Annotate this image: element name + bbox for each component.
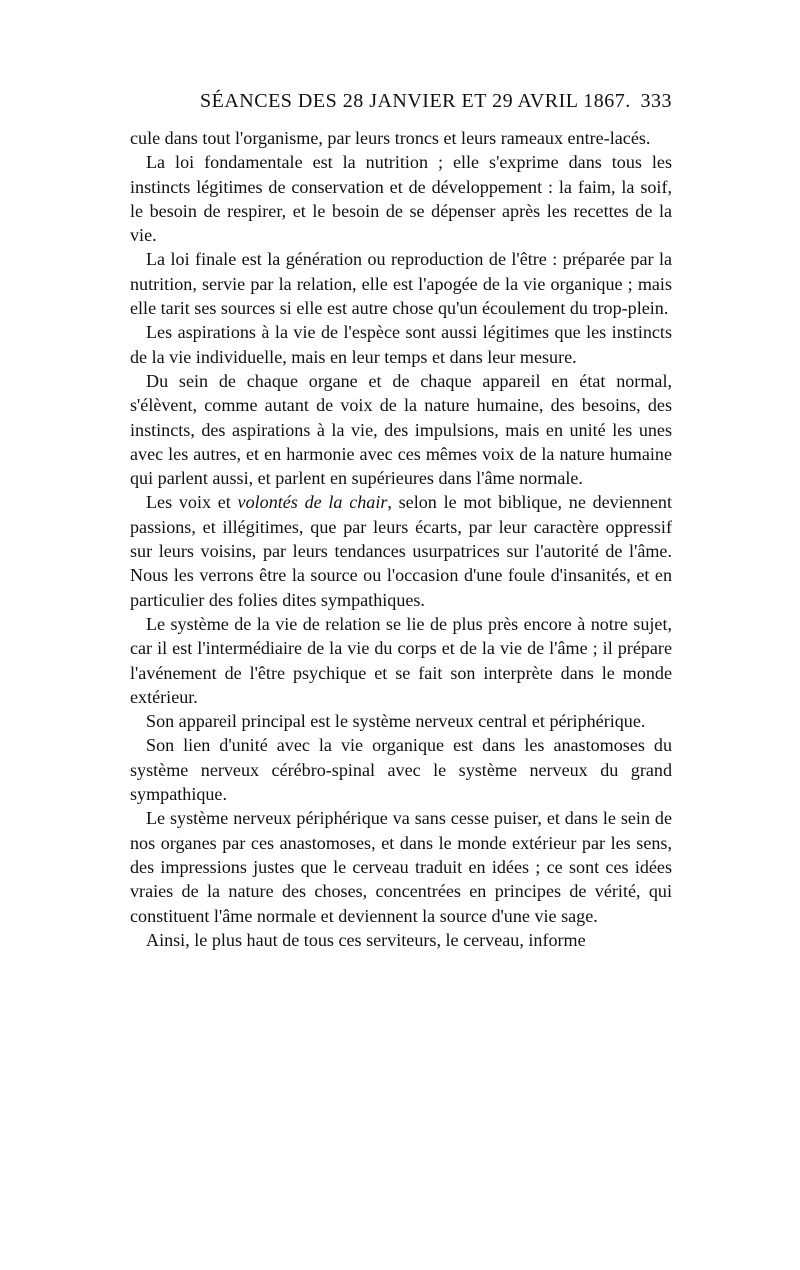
paragraph-generation: La loi finale est la génération ou reproduction de l'être : préparée par la nutrition, servie par la relation, elle est l'apogée de la vie organique ; mais elle tarit ses sources si elle est autre chose qu'un écoulement du trop-plein. xyxy=(130,249,672,319)
page-number: 333 xyxy=(640,90,672,112)
paragraph-peripheral-system: Le système nerveux périphérique va sans cesse puiser, et dans le sein de nos organes par ces anastomoses, et dans le monde extérieur par les sens, des impressions justes que le cerveau traduit en idées ; ce sont ces idées vraies de la nature des choses, concentrées en principes de vérité, qui constituent l'âme normale et deviennent la source d'une vie sage. xyxy=(130,808,672,926)
paragraph-passions-after: , selon le mot biblique, ne deviennent passions, et illégitimes, que par leurs écarts, par leur caractère oppressif sur leurs voisins, par leurs tendances usurpatrices sur l'autorité de l'âme. Nous les verrons être la source ou l'occasion d'une foule d'insanités, et en particulier des folies dites sympathiques. xyxy=(130,492,672,610)
paragraph-brain: Ainsi, le plus haut de tous ces serviteurs, le cerveau, informe xyxy=(146,929,586,950)
italic-phrase: volontés de la chair xyxy=(237,492,388,513)
paragraph-passions-before: Les voix et xyxy=(146,492,238,513)
paragraph-anastomoses: Son lien d'unité avec la vie organique est dans les anastomoses du système nerveux cérébro-spinal avec le système nerveux du grand sympathique. xyxy=(130,735,672,805)
running-head-title: SÉANCES DES 28 JANVIER ET 29 AVRIL 1867. xyxy=(200,90,631,112)
paragraph-relation-system: Le système de la vie de relation se lie de plus près encore à notre sujet, car il est l'intermédiaire de la vie du corps et de la vie de l'âme ; il prépare l'avénement de l'être psychique et se fait son interprète dans le monde extérieur. xyxy=(130,613,672,707)
running-head xyxy=(130,90,672,126)
paragraph-nervous-apparatus: Son appareil principal est le système nerveux central et périphérique. xyxy=(146,711,646,732)
book-page xyxy=(130,90,672,952)
paragraph-nutrition: La loi fondamentale est la nutrition ; elle s'exprime dans tous les instincts légitimes de conservation et de développement : la faim, la soif, le besoin de respirer, et le besoin de se dépenser après les recettes de la vie. xyxy=(130,152,672,246)
paragraph-passions xyxy=(130,490,672,611)
body-text xyxy=(130,126,672,952)
paragraph-organ-voices: Du sein de chaque organe et de chaque appareil en état normal, s'élèvent, comme autant de voix de la nature humaine, des besoins, des instincts, des aspirations à la vie, des impulsions, mais en unité les unes avec les autres, et en harmonie avec ces mêmes voix de la nature humaine qui parlent aussi, et parlent en supérieures dans l'âme normale. xyxy=(130,370,672,489)
paragraph-continuation: cule dans tout l'organisme, par leurs troncs et leurs rameaux entre-lacés. xyxy=(130,128,651,148)
paragraph-aspirations: Les aspirations à la vie de l'espèce sont aussi légitimes que les instincts de la vie individuelle, mais en leur temps et dans leur mesure. xyxy=(130,322,672,367)
